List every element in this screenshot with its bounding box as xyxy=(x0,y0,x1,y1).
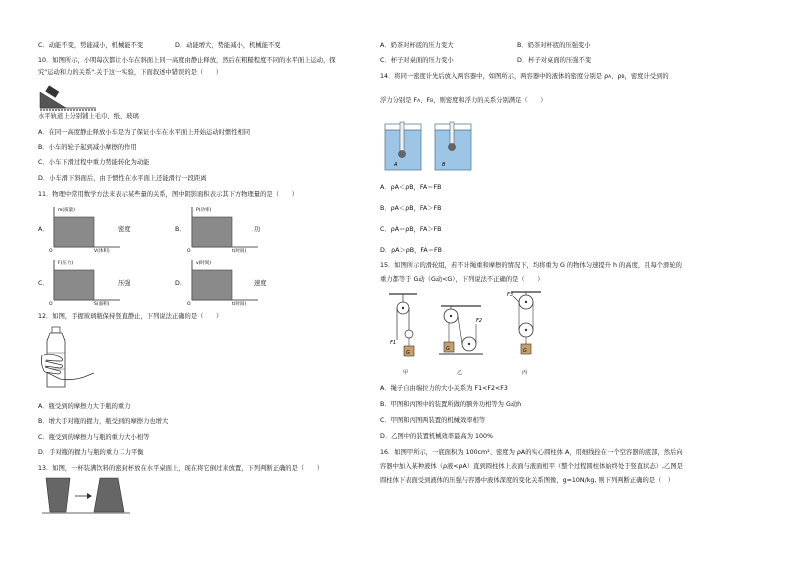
q10-option-b: B．小车的轮子起到减小摩擦的作用 xyxy=(38,144,137,151)
q16-line-2: 容器中加入某种液体（ρ液<ρA）直到圆柱体上表面与液面相平（整个过程圆柱体始终处于竖直状态）,乙图是 xyxy=(380,463,683,470)
q11-d-origin: O xyxy=(187,302,191,306)
q11-d-xlabel: t(时间) xyxy=(232,302,247,306)
q12-option-a: A．瓶受到的摩擦力大于瓶的重力 xyxy=(38,403,131,410)
q10-option-d: D．小车滑下斜面后，由于惯性在水平面上还能滑行一段距离 xyxy=(38,175,207,182)
q9-option-c: C．动能不变，势能减小，机械能不变 xyxy=(38,42,144,49)
q12-option-b: B．增大手对瓶的握力，瓶受到的摩擦力也增大 xyxy=(38,418,169,425)
q14-stem-2: 浮力分别是 FA、FB，则密度和浮力的关系分别满足（ ） xyxy=(380,97,547,104)
q10-stem-2: 究"运动和力的关系".关于这一实验，下面叙述中错误的是（ ） xyxy=(38,69,223,76)
q10-option-a: A．在同一高度静止释放小车是为了保证小车在水平面上开始运动时惯性相同 xyxy=(38,129,251,136)
q11-stem: 11．物理中常用数学方法来表示某些量的关系，图中阴影面积表示其下方物理量的是（ ） xyxy=(38,191,298,198)
q15-option-c: C．甲图和丙图两装置的机械效率相等 xyxy=(380,417,486,424)
q11-d-quantity: 速度 xyxy=(254,280,267,287)
q12-option-c: C．瓶受到的摩擦力与瓶的重力大小相等 xyxy=(38,434,150,441)
q12-stem: 12．如图，手握玻璃瓶保持竖直静止，下列说法正确的是（ ） xyxy=(38,313,223,320)
weight-g-3: G xyxy=(523,348,527,354)
q15-stem-2: 重力都等于 G动（G动<G），下列说法不正确的是（ ） xyxy=(380,276,544,283)
q10-stem-1: 10．如图所示，小明每次都让小车在斜面上同一高度由静止释放，然后在粗糙程度不同的水平面上运动，探 xyxy=(38,57,336,64)
q10-figure-caption: 水平轨道上分别铺上毛巾、纸、玻璃 xyxy=(38,113,139,120)
q11-c-quantity: 压强 xyxy=(118,280,131,287)
force-f2: F2 xyxy=(476,318,483,324)
q10-option-c: C．小车下滑过程中重力势能转化为动能 xyxy=(38,159,150,166)
weight-g-2: G xyxy=(446,346,450,352)
q9-option-d: D．动能增大，势能减小，机械能不变 xyxy=(175,42,281,49)
q11-option-d-letter: D． xyxy=(175,280,187,287)
q16-line-3: 圆柱体下表面受到液体的压强与容器中液体深度的变化关系图像，g=10N/kg, 则下列判断正确的是（ ） xyxy=(380,477,674,484)
q11-option-c-letter: C． xyxy=(38,280,49,287)
q11-option-a-letter: A． xyxy=(38,226,49,233)
q11-b-xlabel: t(时间) xyxy=(232,249,247,253)
q11-a-xlabel: V(体积) xyxy=(94,249,110,253)
q11-c-xlabel: S(面积) xyxy=(94,302,110,306)
q13-option-a: A．奶茶对杯底的压力变大 xyxy=(380,42,454,49)
beaker-a-label: A xyxy=(394,162,398,168)
beaker-b-label: B xyxy=(442,162,446,168)
q11-b-origin: O xyxy=(187,249,191,253)
q14-option-c: C．ρA＝ρB，FA＞FB xyxy=(380,226,442,233)
q16-line-1: 16．如图甲所示，一底面积为 100cm²、密度为 ρA的实心圆柱体 A，用细线拴在一个空容器的底部，然后向 xyxy=(380,449,683,456)
incline-figure xyxy=(38,82,98,112)
label-jia: 甲 xyxy=(403,370,409,376)
force-f3: F3 xyxy=(507,292,514,298)
q14-option-b: B．ρA＜ρB，FA＞FB xyxy=(380,205,442,212)
q14-option-a: A．ρA＜ρB，FA＝FB xyxy=(380,184,442,191)
q11-chart-a xyxy=(48,203,128,253)
q11-chart-c xyxy=(48,256,128,306)
q12-option-d: D．手对瓶的握力与瓶的重力二力平衡 xyxy=(38,449,144,456)
q14-option-d: D．ρA＞ρB，FA＝FB xyxy=(380,247,442,254)
pulley-systems-figure xyxy=(381,290,561,380)
q11-option-b-letter: B． xyxy=(175,226,186,233)
q15-option-d: D．乙图中的装置机械效率最高为 100% xyxy=(380,433,494,440)
hydrometer-beakers-figure xyxy=(381,120,481,172)
weight-g-1: G xyxy=(406,350,410,356)
q11-b-quantity: 功 xyxy=(254,226,261,233)
hand-holding-bottle-figure xyxy=(38,325,98,393)
q13-stem: 13．如图，一杯装满饮料的密封杯放在水平桌面上，现在将它倒过来放置，下列判断正确的是（ ） xyxy=(38,465,324,472)
q14-stem-1: 14．将同一密度计先后放入两容器中，如图所示，两容器中的液体的密度分别是 ρA、ρB，密度计受到的 xyxy=(380,73,669,80)
q11-c-origin: O xyxy=(49,302,53,306)
label-bing: 丙 xyxy=(522,370,528,376)
right-column xyxy=(380,0,794,562)
q15-stem-1: 15．如图所示的滑轮组，若不计绳重和摩擦的情况下，均将重为 G 的物体匀速提升 h 的高度，且每个滑轮的 xyxy=(380,262,682,269)
q11-b-ylabel: P(功率) xyxy=(196,208,212,213)
force-f1: F1 xyxy=(390,340,397,346)
q11-d-ylabel: v(时间) xyxy=(196,261,212,266)
q15-option-a: A．绳子自由端拉力的大小关系为 F1<F2<F3 xyxy=(380,385,508,392)
q11-c-ylabel: F(压力) xyxy=(58,261,74,266)
q13-option-b: B．奶茶对杯底的压强变小 xyxy=(517,42,591,49)
q13-option-d: D．杯子对桌面的压强不变 xyxy=(517,57,592,64)
q11-a-origin: O xyxy=(49,249,53,253)
label-yi: 乙 xyxy=(457,370,463,376)
q13-option-c: C．杯子对桌面的压力变小 xyxy=(380,57,454,64)
q15-option-b: B．甲图和丙图中的装置所做的额外功相等为 G动h xyxy=(380,401,522,408)
q11-a-quantity: 密度 xyxy=(118,226,131,233)
inverted-cup-figure xyxy=(42,476,132,516)
q11-a-ylabel: m(质量) xyxy=(58,208,75,213)
